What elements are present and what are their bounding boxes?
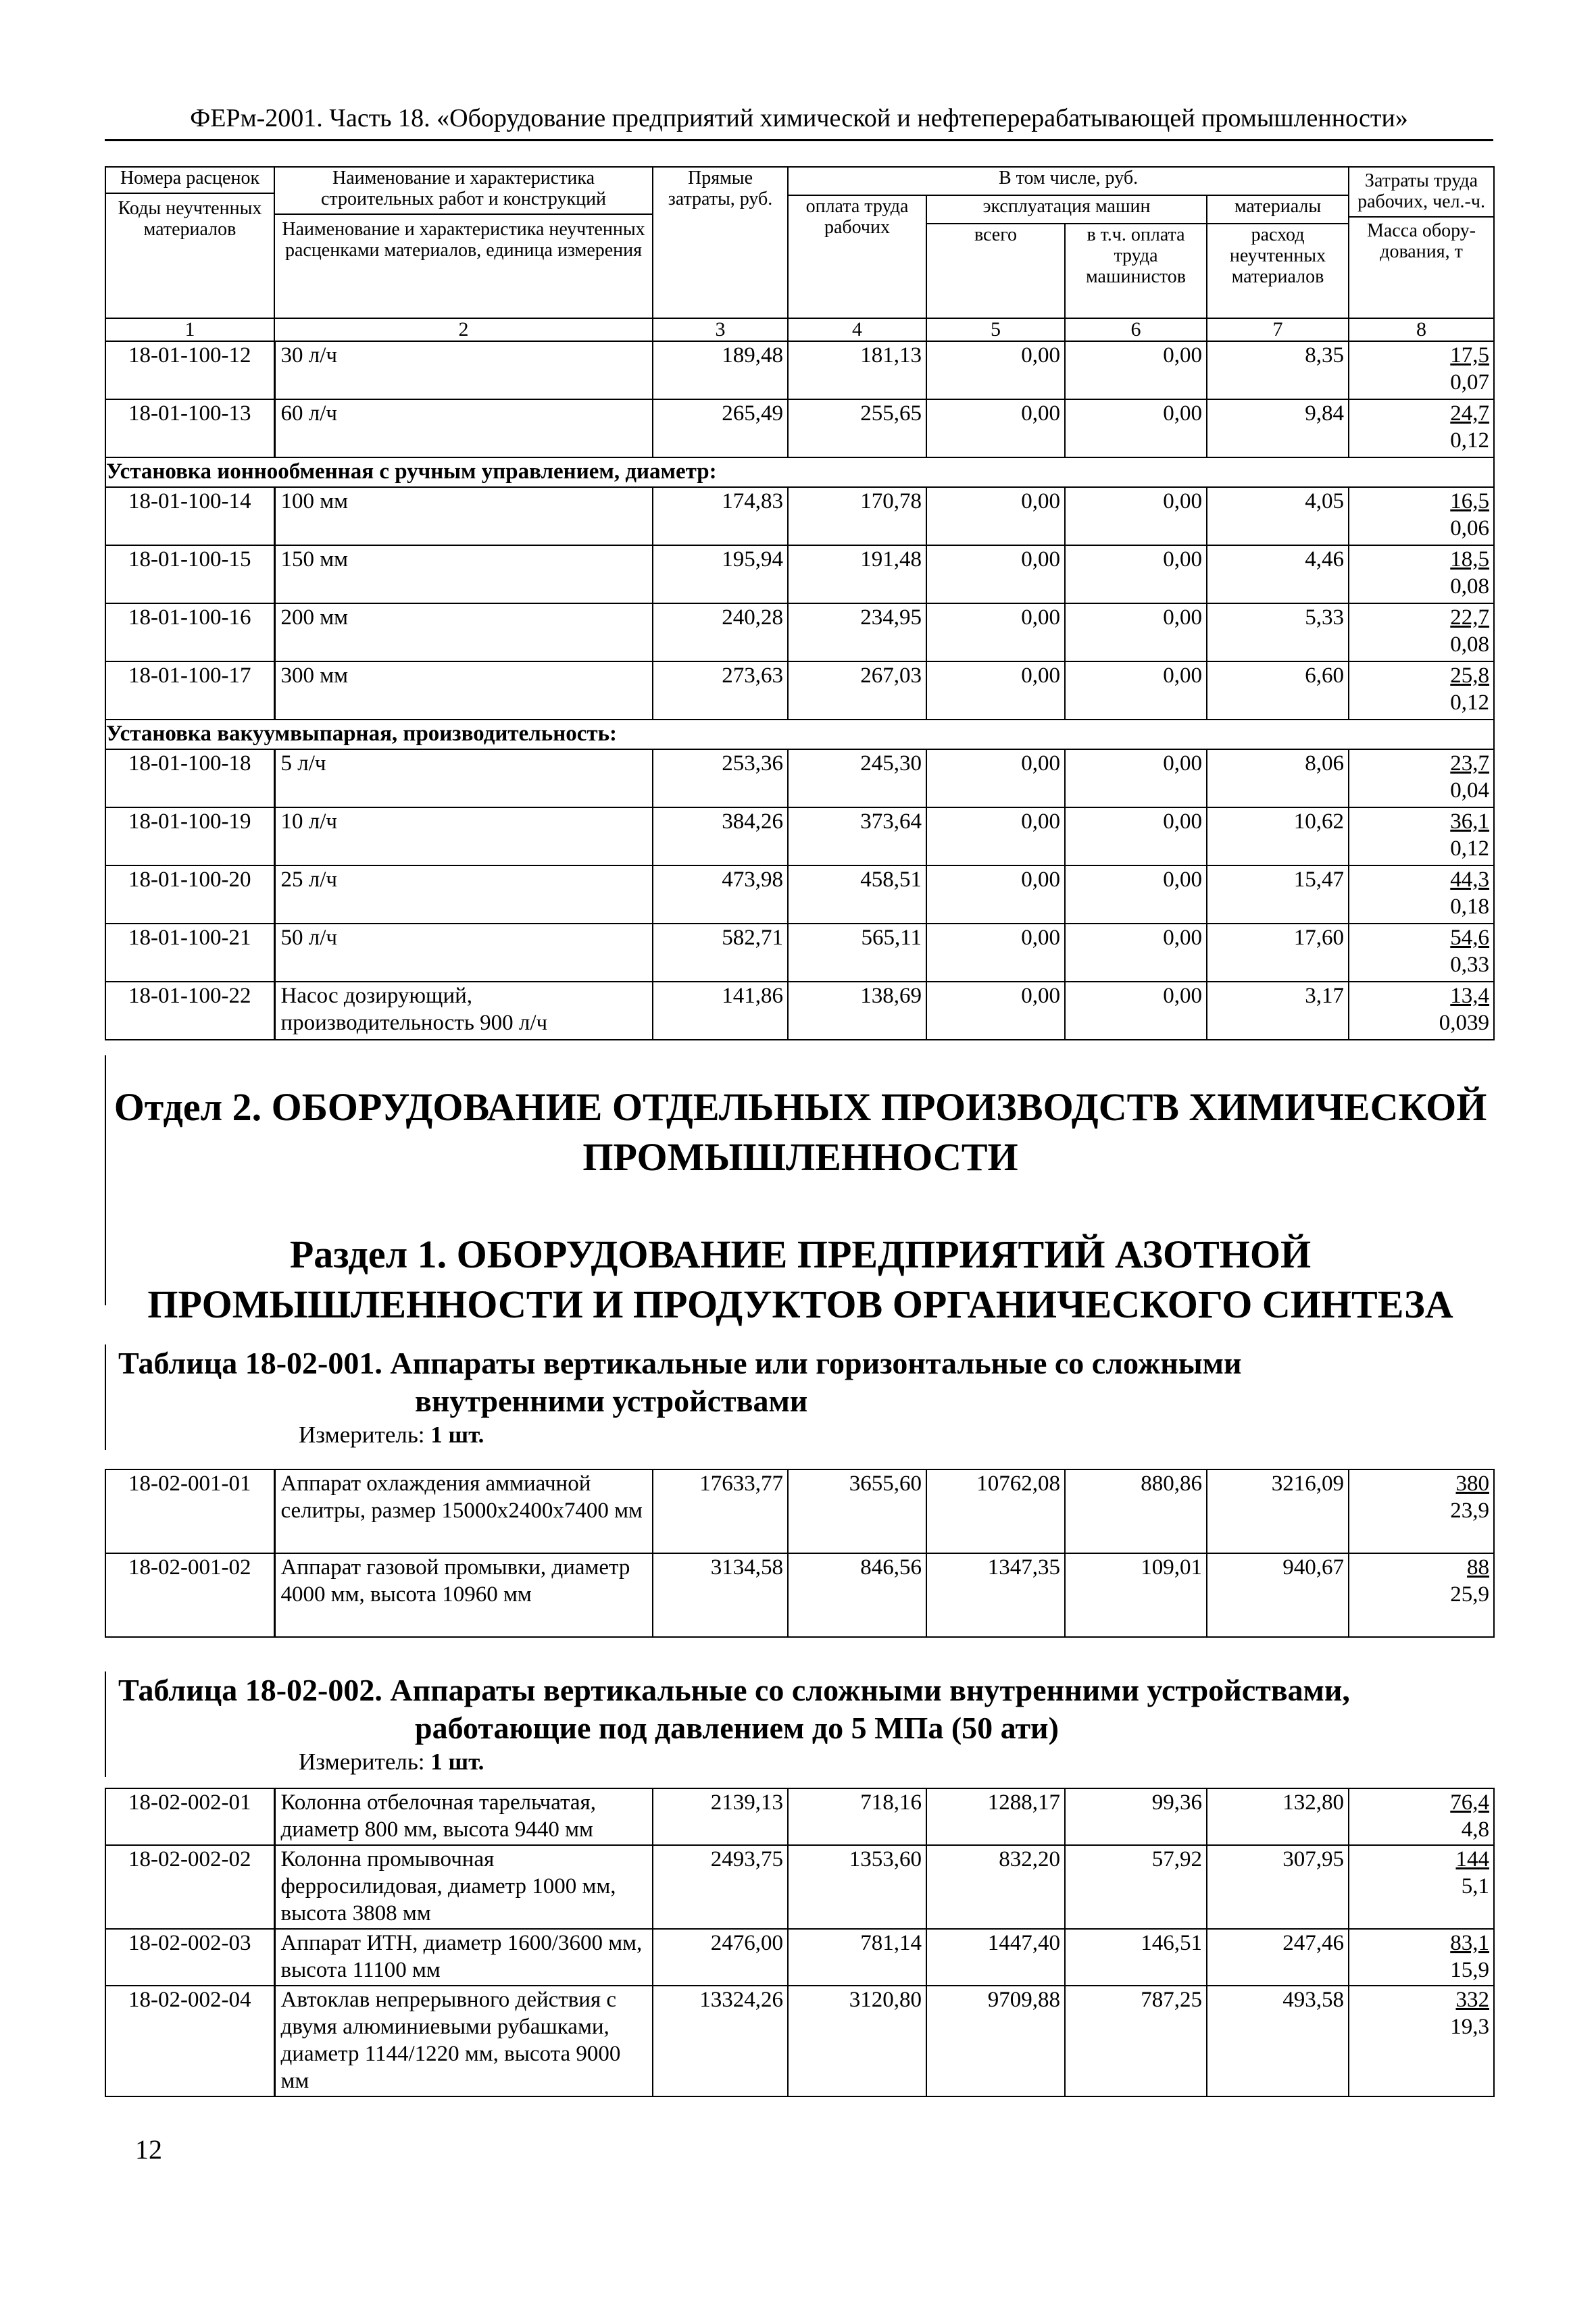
page-number: 12 (135, 2134, 162, 2165)
table-caption-line2: работающие под давлением до 5 МПа (50 ати) (415, 1711, 1059, 1745)
table-row: 18-01-100-22 Насос дозирующий, производительность 900 л/ч 141,86 138,69 0,00 0,00 3,17 13,4 0,039 (105, 982, 1494, 1040)
column-number-row: 1 2 3 4 5 6 7 8 (105, 318, 1494, 341)
table-row: 18-01-100-15 150 мм 195,94 191,48 0,00 0,00 4,46 18,5 0,08 (105, 545, 1494, 603)
table-row: 18-02-002-03 Аппарат ИТН, диаметр 1600/3600 мм, высота 11100 мм 2476,00 781,14 1447,40 146,51 247,46 83,1 15,9 (105, 1929, 1494, 1986)
rates-table-18-02-002 (105, 1788, 1493, 2097)
table-caption-line1: Таблица 18-02-002. Аппараты вертикальные со сложными внутренними устройствами, (118, 1673, 1350, 1707)
group-heading: Установка ионнообменная с ручным управлением, диаметр: (105, 457, 1494, 487)
col-labor-header: Затраты труда рабочих, чел.-ч. Масса обору-дования, т (1349, 167, 1494, 318)
col-materials-sub-header: расход неучтенных материалов (1207, 224, 1349, 318)
col-machines-wages-header: в т.ч. оплата труда машинистов (1065, 224, 1207, 318)
col-incl-header: В том числе, руб. (788, 167, 1349, 195)
table-row: 18-02-002-04 Автоклав непрерывного действия с двумя алюминиевыми рубашками, диаметр 1144/1220 мм, высота 9000 мм 13324,26 3120,80 9709,88 787,25 493,58 332 19,3 (105, 1986, 1494, 2096)
rates-grid (105, 166, 1495, 1040)
table-row: 18-01-100-18 5 л/ч 253,36 245,30 0,00 0,00 8,06 23,7 0,04 (105, 749, 1494, 807)
col-wages-header: оплата труда рабочих (788, 195, 926, 318)
table-row: 18-02-001-02 Аппарат газовой промывки, диаметр 4000 мм, высота 10960 мм 3134,58 846,56 1347,35 109,01 940,67 88 25,9 (105, 1553, 1494, 1637)
col-machines-total-header: всего (926, 224, 1065, 318)
table-row: 18-01-100-21 50 л/ч 582,71 565,11 0,00 0,00 17,60 54,6 0,33 (105, 924, 1494, 982)
table-row: 18-02-002-02 Колонна промывочная ферросилидовая, диаметр 1000 мм, высота 3808 мм 2493,75 1353,60 832,20 57,92 307,95 144 5,1 (105, 1845, 1494, 1929)
table-row: 18-02-002-01 Колонна отбелочная тарельчатая, диаметр 800 мм, высота 9440 мм 2139,13 718,16 1288,17 99,36 132,80 76,4 4,8 (105, 1788, 1494, 1845)
table-row: 18-01-100-19 10 л/ч 384,26 373,64 0,00 0,00 10,62 36,1 0,12 (105, 807, 1494, 865)
table-18-02-002-caption (105, 1671, 1495, 1777)
table-18-02-001-caption (105, 1344, 1495, 1450)
col-materials-header: материалы (1207, 195, 1349, 224)
col-machines-header: эксплуатация машин (926, 195, 1207, 224)
table-caption-line1: Таблица 18-02-001. Аппараты вертикальные или горизонтальные со сложными (118, 1346, 1242, 1380)
col-name-header: Наименование и характеристика строительных работ и конструкций Наименование и характеристика неучтенных расценками материалов, единица измерения (274, 167, 653, 318)
table-row: 18-01-100-17 300 мм 273,63 267,03 0,00 0,00 6,60 25,8 0,12 (105, 661, 1494, 720)
table-row: 18-02-001-01 Аппарат охлаждения аммиачной селитры, размер 15000х2400х7400 мм 17633,77 3655,60 10762,08 880,86 3216,09 380 23,9 (105, 1469, 1494, 1553)
table-row: 18-01-100-16 200 мм 240,28 234,95 0,00 0,00 5,33 22,7 0,08 (105, 603, 1494, 661)
rates-table-18-02-001 (105, 1469, 1493, 1638)
meter-line: Измеритель: 1 шт. (299, 1749, 484, 1775)
table-row: 18-01-100-12 30 л/ч 189,48 181,13 0,00 0,00 8,35 17,5 0,07 (105, 341, 1494, 399)
col-codes-header: Номера расценок Коды неучтенных материалов (105, 167, 274, 318)
table-row: 18-01-100-13 60 л/ч 265,49 255,65 0,00 0,00 9,84 24,7 0,12 (105, 399, 1494, 457)
table-row: 18-01-100-20 25 л/ч 473,98 458,51 0,00 0,00 15,47 44,3 0,18 (105, 865, 1494, 924)
col-direct-header: Прямые затраты, руб. (653, 167, 788, 318)
table-row: 18-01-100-14 100 мм 174,83 170,78 0,00 0,00 4,05 16,5 0,06 (105, 487, 1494, 545)
section-title: Раздел 1. ОБОРУДОВАНИЕ ПРЕДПРИЯТИЙ АЗОТНОЙ ПРОМЫШЛЕННОСТИ И ПРОДУКТОВ ОРГАНИЧЕСКОГО СИНТЕЗА (147, 1232, 1453, 1326)
department-heading (105, 1055, 1495, 1326)
rates-table-main (105, 166, 1493, 1040)
meter-line: Измеритель: 1 шт. (299, 1422, 484, 1448)
table-caption-line2: внутренними устройствами (415, 1384, 808, 1418)
page-header: ФЕРм-2001. Часть 18. «Оборудование предприятий химической и нефтеперерабатывающей промышленности» (190, 104, 1408, 132)
department-title: Отдел 2. ОБОРУДОВАНИЕ ОТДЕЛЬНЫХ ПРОИЗВОДСТВ ХИМИЧЕСКОЙ ПРОМЫШЛЕННОСТИ (114, 1085, 1487, 1179)
header-divider (105, 139, 1493, 141)
group-heading: Установка вакуумвыпарная, производительность: (105, 720, 1494, 749)
